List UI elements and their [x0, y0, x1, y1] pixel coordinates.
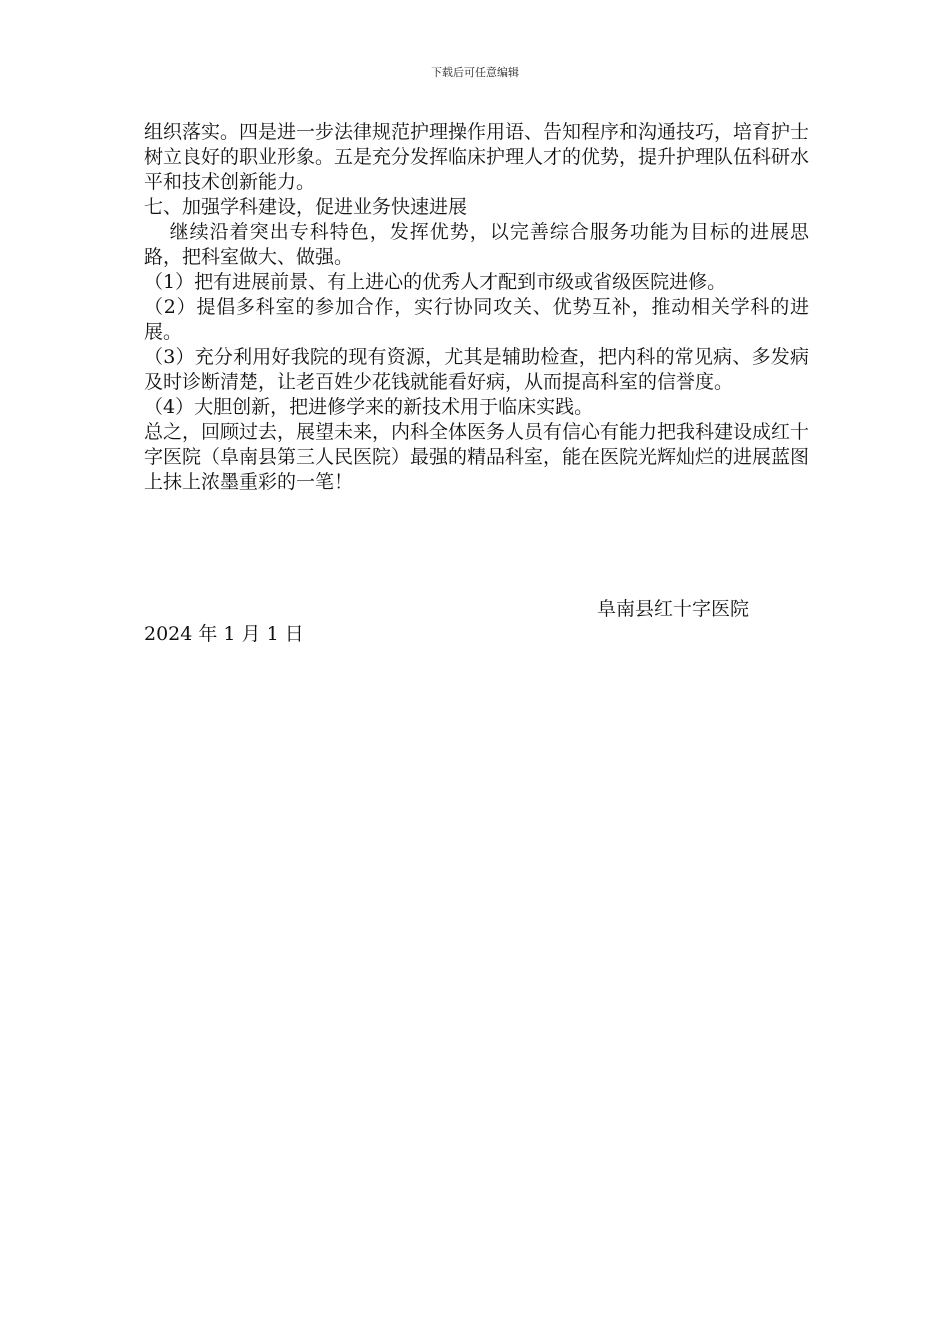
section-heading-discipline: 七、加强学科建设，促进业务快速进展	[144, 196, 468, 218]
signature-date: 2024 年 1 月 1 日	[144, 623, 304, 645]
list-item-3: （3）充分利用好我院的现有资源，尤其是辅助检查，把内科的常见病、多发病及时诊断清楚，让老百姓少花钱就能看好病，从而提高科室的信誉度。	[144, 346, 809, 393]
list-item-2: （2）提倡多科室的参加合作，实行协同攻关、优势互补，推动相关学科的进展。	[144, 296, 809, 343]
document-body	[144, 120, 809, 495]
paragraph-development-goal: 继续沿着突出专科特色，发挥优势，以完善综合服务功能为目标的进展思路，把科室做大、做强。	[144, 221, 809, 268]
paragraph-conclusion: 总之，回顾过去，展望未来，内科全体医务人员有信心有能力把我科建设成红十字医院（阜南县第三人民医院）最强的精品科室，能在医院光辉灿烂的进展蓝图上抹上浓墨重彩的一笔！	[144, 421, 810, 493]
paragraph-nursing-measures: 组织落实。四是进一步法律规范护理操作用语、告知程序和沟通技巧，培育护士树立良好的职业形象。五是充分发挥临床护理人才的优势，提升护理队伍科研水平和技术创新能力。	[144, 121, 810, 193]
list-item-1: （1）把有进展前景、有上进心的优秀人才配到市级或省级医院进修。	[144, 271, 727, 293]
page-header-note: 下载后可任意编辑	[431, 66, 519, 79]
list-item-4: （4）大胆创新，把进修学来的新技术用于临床实践。	[144, 396, 594, 418]
signature-organization: 阜南县红十字医院	[597, 598, 750, 620]
